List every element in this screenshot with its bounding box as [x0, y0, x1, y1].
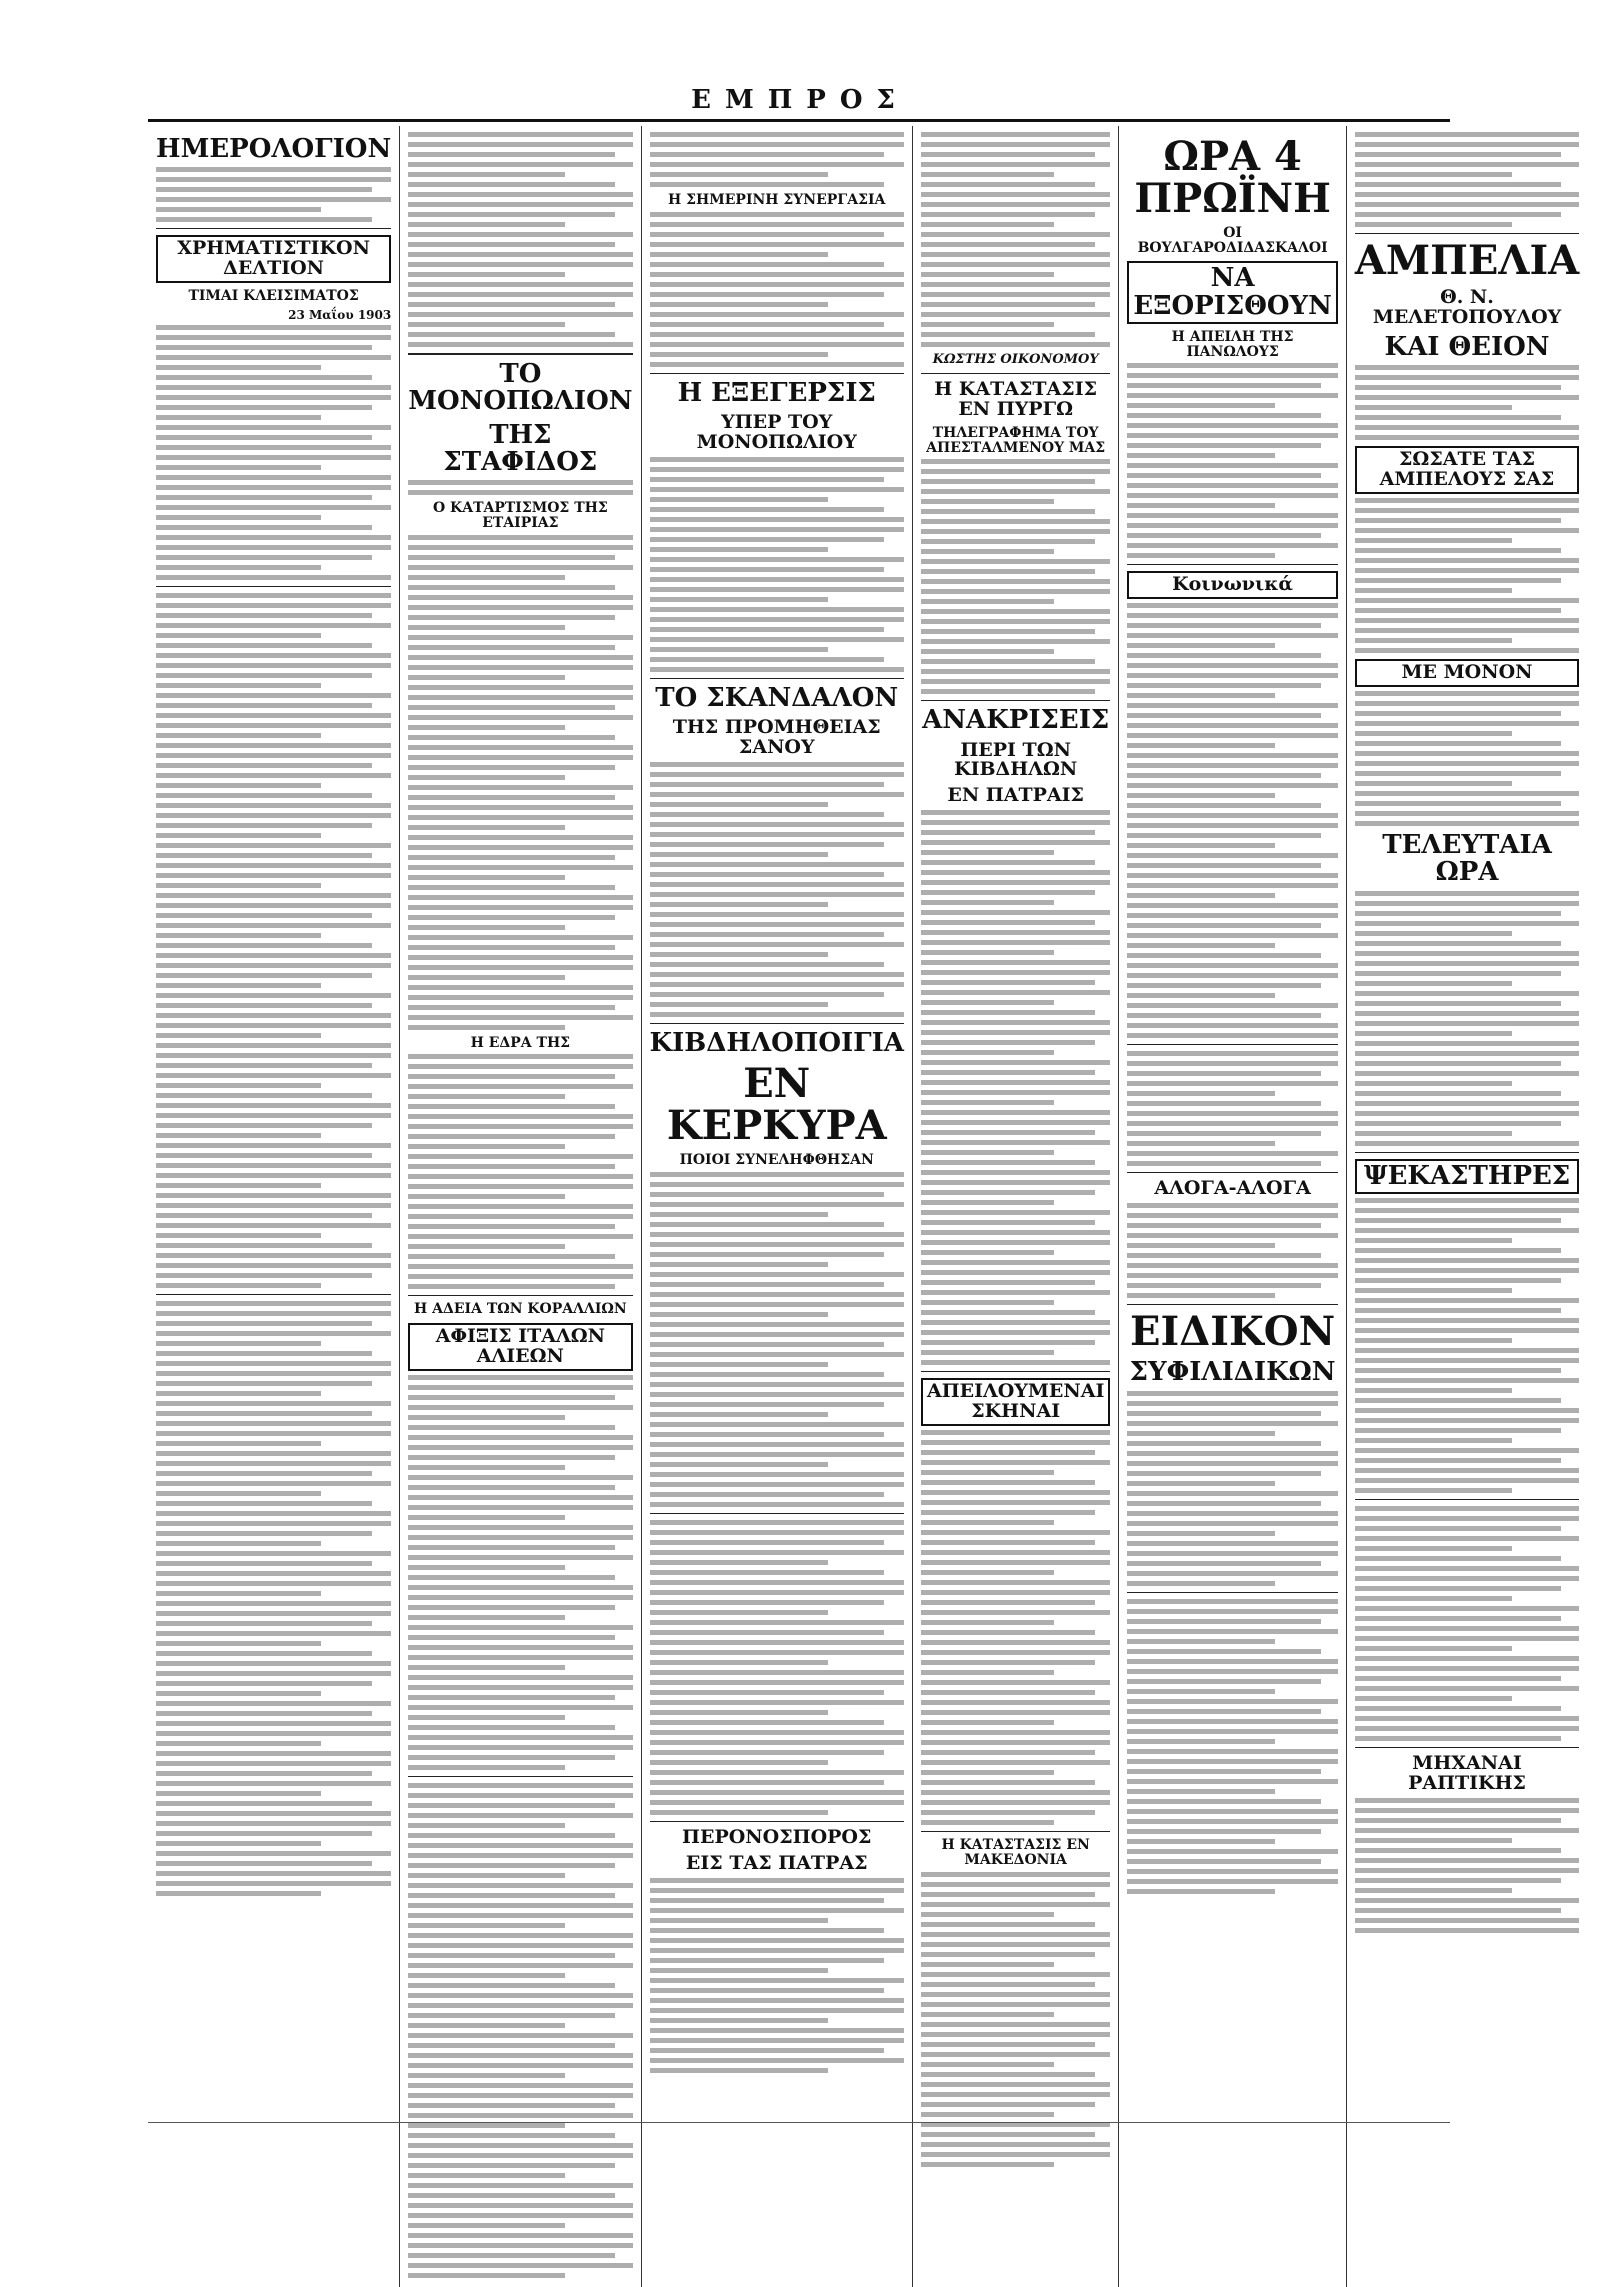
divider: [1355, 1152, 1579, 1153]
headline: Η ΚΑΤΑΣΤΑΣΙΣ ΕΝ ΜΑΚΕΔΟΝΙΑ: [941, 1837, 1090, 1868]
body-text: [156, 325, 391, 580]
body-text: [1127, 363, 1337, 558]
divider: [650, 1023, 904, 1024]
signature: ΚΩΣΤΗΣ ΟΙΚΟΝΟΜΟΥ: [932, 352, 1099, 367]
body-text: [1355, 365, 1579, 440]
divider: [408, 353, 632, 355]
headline: Η ΕΔΡΑ ΤΗΣ: [470, 1034, 571, 1051]
headline: ΠΟΙΟΙ ΣΥΝΕΛΗΦΘΗΣΑΝ: [679, 1152, 874, 1169]
headline: Η ΑΠΕΙΛΗ ΤΗΣ ΠΑΝΩΛΟΥΣ: [1171, 328, 1294, 360]
headline: ΕΝ ΚΕΡΚΥΡΑ: [666, 1060, 887, 1150]
body-text: [921, 1430, 1110, 1825]
headline: ΩΡΑ 4 ΠΡΩΪΝΗ: [1134, 133, 1331, 222]
headline: Η ΣΗΜΕΡΙΝΗ ΣΥΝΕΡΓΑΣΙΑ: [668, 192, 886, 208]
body-text: [921, 810, 1110, 1365]
body-text: [156, 167, 391, 222]
divider: [1127, 564, 1337, 565]
column-1: [148, 126, 399, 2287]
divider: [1127, 1172, 1337, 1173]
column-3: [641, 126, 912, 2287]
headline: ΤΗΛΕΓΡΑΦΗΜΑ ΤΟΥ ΑΠΕΣΤΑΛΜΕΝΟΥ ΜΑΣ: [926, 424, 1106, 456]
body-text: [1355, 1506, 1579, 1741]
headline: ΕΙΣ ΤΑΣ ΠΑΤΡΑΣ: [685, 1851, 868, 1874]
masthead-title: ΕΜΠΡΟΣ: [691, 85, 909, 115]
headline: Ο ΚΑΤΑΡΤΙΣΜΟΣ ΤΗΣ ΕΤΑΙΡΙΑΣ: [432, 500, 608, 531]
divider: [156, 586, 391, 587]
headline: ΤΟ ΜΟΝΟΠΩΛΙΟΝ: [408, 359, 633, 417]
body-text: [1355, 691, 1579, 826]
body-text: [1355, 891, 1579, 1146]
headline: ΕΝ ΠΑΤΡΑΙΣ: [947, 784, 1084, 807]
headline: Θ. Ν. ΜΕΛΕΤΟΠΟΥΛΟΥ: [1372, 286, 1562, 328]
headline: ΨΕΚΑΣΤΗΡΕΣ: [1355, 1159, 1579, 1194]
divider: [921, 1831, 1110, 1832]
divider: [156, 228, 391, 229]
divider: [408, 1295, 632, 1296]
body-text: [1355, 498, 1579, 653]
headline: ΕΙΔΙΚΟΝ: [1130, 1308, 1336, 1356]
headline: ΤΙΜΑΙ ΚΛΕΙΣΙΜΑΤΟΣ: [188, 288, 359, 305]
body-text: [1127, 1203, 1337, 1298]
body-text: [1127, 1599, 1337, 1894]
body-text: [650, 457, 904, 672]
body-text: [921, 132, 1110, 347]
headline: ΚΙΒΔΗΛΟΠΟΙΓΙΑ: [649, 1028, 904, 1059]
columns: [148, 126, 1580, 2121]
headline: Κοινωνικά: [1127, 571, 1337, 599]
column-4: [912, 126, 1118, 2287]
headline: Η ΑΔΕΙΑ ΤΩΝ ΚΟΡΑΛΛΙΩΝ: [414, 1301, 627, 1318]
body-text: [1355, 132, 1579, 227]
divider: [1355, 1747, 1579, 1748]
divider: [650, 1513, 904, 1514]
body-text: [650, 212, 904, 367]
headline: ΝΑ ΕΞΟΡΙΣΘΟΥΝ: [1127, 261, 1337, 324]
headline: ΧΡΗΜΑΤΙΣΤΙΚΟΝ ΔΕΛΤΙΟΝ: [156, 235, 391, 283]
column-5: [1118, 126, 1345, 2287]
divider: [1127, 1304, 1337, 1305]
headline: ΣΥΦΙΛΙΔΙΚΩΝ: [1129, 1357, 1336, 1388]
divider: [921, 1371, 1110, 1372]
body-text: [1127, 1391, 1337, 1586]
divider: [408, 1776, 632, 1777]
body-text: [156, 593, 391, 1288]
body-text: [408, 480, 632, 495]
footer-rule: [148, 2122, 1450, 2123]
divider: [650, 678, 904, 679]
body-text: [408, 1375, 632, 1770]
body-text: [408, 1783, 632, 2278]
body-text: [1127, 1051, 1337, 1166]
headline: ΑΦΙΞΙΣ ΙΤΑΛΩΝ ΑΛΙΕΩΝ: [408, 1323, 632, 1371]
headline: ΑΠΕΙΛΟΥΜΕΝΑΙ ΣΚΗΝΑΙ: [921, 1378, 1110, 1426]
headline: ΠΕΡΟΝΟΣΠΟΡΟΣ: [682, 1826, 872, 1849]
body-text: [650, 132, 904, 187]
headline: ΥΠΕΡ ΤΟΥ ΜΟΝΟΠΩΛΙΟΥ: [696, 410, 857, 453]
headline: ΤΕΛΕΥΤΑΙΑ ΩΡΑ: [1382, 829, 1552, 888]
divider: [1355, 1499, 1579, 1500]
body-text: [650, 762, 904, 1017]
headline: ΑΜΠΕΛΙΑ: [1354, 237, 1580, 284]
dateline: 23 Μαΐου 1903: [288, 307, 392, 322]
body-text: [1127, 603, 1337, 1038]
divider: [1127, 1044, 1337, 1045]
headline: ΑΝΑΚΡΙΣΕΙΣ: [922, 705, 1110, 736]
headline: ΗΜΕΡΟΛΟΓΙΟΝ: [156, 134, 392, 164]
divider: [921, 700, 1110, 701]
headline: ΤΟ ΣΚΑΝΔΑΛΟΝ: [655, 682, 899, 713]
body-text: [921, 459, 1110, 694]
body-text: [156, 1301, 391, 1896]
headline: ΜΕ ΜΟΝΟΝ: [1355, 659, 1579, 687]
masthead-rule: [148, 119, 1450, 122]
body-text: [1355, 1198, 1579, 1493]
body-text: [408, 1054, 632, 1289]
column-6: [1346, 126, 1587, 2287]
column-2: [399, 126, 640, 2287]
headline: Η ΕΞΕΓΕΡΣΙΣ: [677, 377, 876, 408]
headline: ΟΙ ΒΟΥΛΓΑΡΟΔΙΔΑΣΚΑΛΟΙ: [1137, 225, 1328, 256]
headline: ΚΑΙ ΘΕΙΟΝ: [1384, 331, 1550, 362]
headline: ΤΗΣ ΣΤΑΦΙΔΟΣ: [443, 419, 598, 477]
body-text: [650, 1520, 904, 1815]
headline: ΤΗΣ ΠΡΟΜΗΘΕΙΑΣ ΣΑΝΟΥ: [672, 716, 881, 759]
masthead: [0, 85, 1600, 115]
body-text: [650, 1172, 904, 1507]
divider: [156, 1294, 391, 1295]
body-text: [408, 535, 632, 1030]
headline: ΑΛΟΓΑ-ΑΛΟΓΑ: [1154, 1177, 1311, 1200]
body-text: [1355, 1798, 1579, 1933]
headline: ΜΗΧΑΝΑΙ ΡΑΠΤΙΚΗΣ: [1408, 1751, 1526, 1794]
body-text: [408, 132, 632, 347]
body-text: [650, 1878, 904, 2073]
divider: [1127, 1592, 1337, 1593]
headline: ΣΩΣΑΤΕ ΤΑΣ ΑΜΠΕΛΟΥΣ ΣΑΣ: [1355, 446, 1579, 494]
divider: [1355, 233, 1579, 234]
divider: [650, 1821, 904, 1822]
divider: [921, 373, 1110, 374]
headline: Η ΚΑΤΑΣΤΑΣΙΣ ΕΝ ΠΥΡΓΩ: [934, 378, 1098, 420]
divider: [650, 373, 904, 374]
headline: ΠΕΡΙ ΤΩΝ ΚΙΒΔΗΛΩΝ: [954, 738, 1078, 781]
